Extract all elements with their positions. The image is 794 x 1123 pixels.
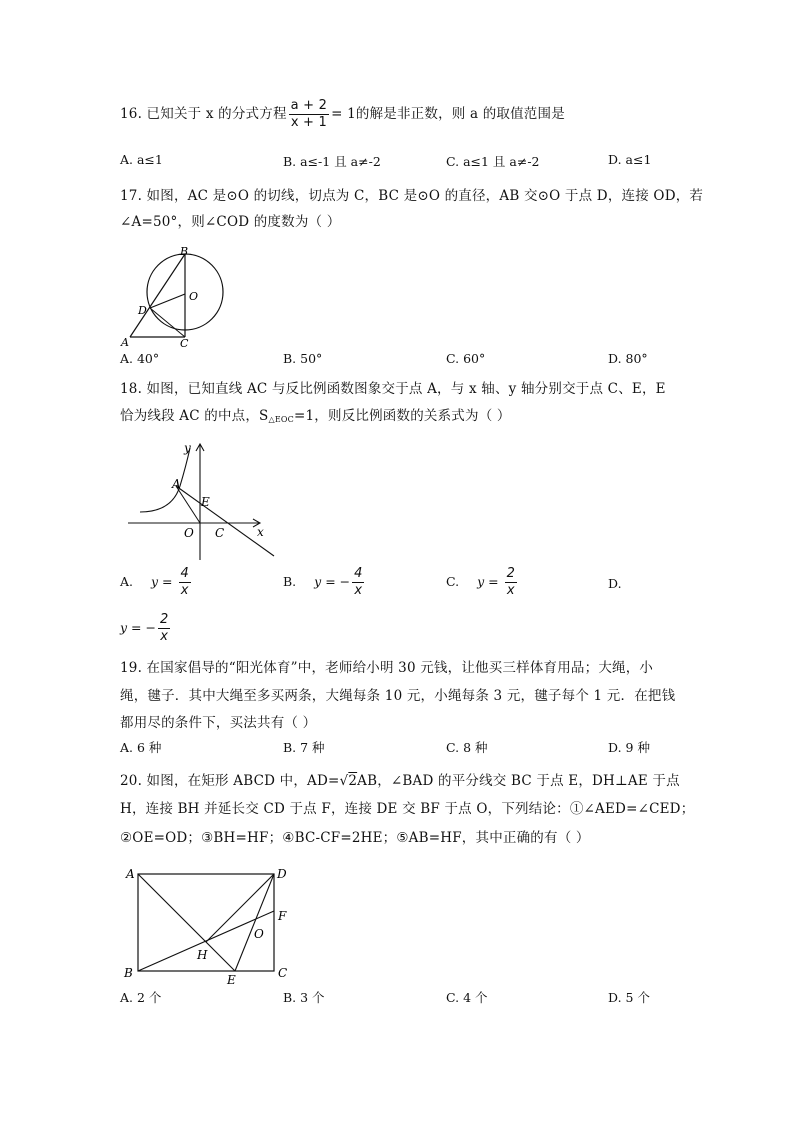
q19-line1: 19. 在国家倡导的“阳光体育”中，老师给小明 30 元钱，让他买三样体育用品；大绳，小 xyxy=(120,660,654,676)
q18-option-a-num: 4 xyxy=(180,566,189,581)
q20-line1-post: AB，∠BAD 的平分线交 BC 于点 E，DH⊥AE 于点 xyxy=(357,773,680,789)
q18-option-a-letter: A. xyxy=(120,574,134,589)
q16-frac-den: x + 1 xyxy=(290,115,327,130)
q20-label-b: B xyxy=(124,966,133,980)
q18-option-d-num: 2 xyxy=(159,612,169,627)
q18-option-d-sign: − xyxy=(145,620,156,635)
q20-line2: H，连接 BH 并延长交 CD 于点 F，连接 DE 交 BF 于点 O，下列结论：①∠AED=∠CED； xyxy=(120,801,695,817)
q18-option-d-frac xyxy=(158,612,170,645)
q19-option-a[interactable]: A. 6 种 xyxy=(120,740,162,755)
q18-label-x: x xyxy=(257,525,264,539)
q19-option-d[interactable]: D. 9 种 xyxy=(608,740,650,755)
q18-label-c: C xyxy=(215,526,225,540)
q18-option-a-den: x xyxy=(180,583,189,598)
q16-option-b[interactable]: B. a≤-1 且 a≠-2 xyxy=(283,154,381,169)
q20-segment-de xyxy=(235,874,274,971)
q17-option-b[interactable]: B. 50° xyxy=(283,351,323,366)
q18-option-b[interactable] xyxy=(283,566,366,599)
q16-frac-num: a + 2 xyxy=(290,98,328,113)
q17-figure xyxy=(118,244,238,354)
q18-option-d-lhs: y = xyxy=(120,620,142,635)
q18-line2 xyxy=(120,404,511,424)
q18-line2-post: =1，则反比例函数的关系式为（ ） xyxy=(294,408,511,424)
q20-label-d: D xyxy=(277,867,287,881)
q17-segment-dc xyxy=(150,308,185,337)
q18-option-c-den: x xyxy=(506,583,515,598)
q18-option-a[interactable] xyxy=(120,566,193,599)
q17-label-c: C xyxy=(180,337,189,350)
q18-option-c-letter: C. xyxy=(446,574,460,589)
q20-label-e: E xyxy=(227,973,236,987)
q20-label-h: H xyxy=(197,948,208,962)
q18-option-b-den: x xyxy=(354,583,363,598)
q20-segment-ae xyxy=(138,874,235,971)
sqrt-icon: √ xyxy=(339,773,349,789)
q20-line1-pre: 20. 如图，在矩形 ABCD 中，AD= xyxy=(120,773,340,789)
q16-suffix: 的解是非正数，则 a 的取值范围是 xyxy=(355,106,565,122)
q16-eq: = 1 xyxy=(331,106,356,122)
q18-option-b-num: 4 xyxy=(354,566,363,581)
q20-label-c: C xyxy=(278,966,288,980)
q19-line3: 都用尽的条件下，买法共有（ ） xyxy=(120,715,317,731)
q16-option-c[interactable]: C. a≤1 且 a≠-2 xyxy=(446,154,540,169)
q18-line-ac xyxy=(176,486,274,556)
q18-label-a: A xyxy=(172,477,181,491)
q18-option-b-letter: B. xyxy=(283,574,297,589)
q20-figure xyxy=(118,860,298,988)
q20-sqrt-value: 2 xyxy=(348,773,358,789)
q18-label-y: y xyxy=(184,441,191,455)
q18-option-c[interactable] xyxy=(446,566,519,599)
q18-option-a-frac xyxy=(179,566,191,599)
q20-line1 xyxy=(120,769,680,789)
q17-line1: 17. 如图，AC 是⊙O 的切线，切点为 C，BC 是⊙O 的直径，AB 交⊙O 于点 D，连接 OD，若 xyxy=(120,188,704,204)
q17-label-b: B xyxy=(180,245,189,258)
q17-option-c[interactable]: C. 60° xyxy=(446,351,486,366)
q20-segment-bf xyxy=(138,911,274,971)
q18-option-b-frac xyxy=(352,566,364,599)
q17-label-d: D xyxy=(138,304,147,317)
q18-label-e: E xyxy=(201,495,210,509)
q18-option-d-den: x xyxy=(160,629,168,644)
q19-option-b[interactable]: B. 7 种 xyxy=(283,740,325,755)
q18-segment-ao xyxy=(176,486,200,523)
q17-segment-od xyxy=(150,294,185,308)
q20-option-a[interactable]: A. 2 个 xyxy=(120,990,162,1005)
q20-option-d[interactable]: D. 5 个 xyxy=(608,990,650,1005)
q18-area-sub: △EOC xyxy=(268,415,294,424)
q19-line2: 绳，毽子．其中大绳至多买两条，大绳每条 10 元，小绳每条 3 元，毽子每个 1 元．在把钱 xyxy=(120,688,676,704)
q17-line2: ∠A=50°，则∠COD 的度数为（ ） xyxy=(120,214,341,230)
q16-stem xyxy=(120,98,565,131)
q20-option-b[interactable]: B. 3 个 xyxy=(283,990,325,1005)
q18-option-b-lhs: y = xyxy=(314,574,336,589)
q18-hyperbola xyxy=(140,448,190,512)
q18-label-o: O xyxy=(184,526,194,540)
q18-line1: 18. 如图，已知直线 AC 与反比例函数图象交于点 A，与 x 轴、y 轴分别交于点 C、E，E xyxy=(120,381,666,397)
q16-prefix: 16. 已知关于 x 的分式方程 xyxy=(120,106,287,122)
q17-label-a: A xyxy=(121,336,129,349)
q18-line2-pre: 恰为线段 AC 的中点，S xyxy=(120,408,269,424)
q20-label-o: O xyxy=(254,927,264,941)
q16-fraction xyxy=(289,98,329,131)
q17-option-a[interactable]: A. 40° xyxy=(120,351,160,366)
q18-option-c-lhs: y = xyxy=(477,574,499,589)
q17-option-d[interactable]: D. 80° xyxy=(608,351,648,366)
q17-label-o: O xyxy=(189,290,199,303)
q18-option-d[interactable] xyxy=(120,612,172,645)
q20-option-c[interactable]: C. 4 个 xyxy=(446,990,488,1005)
q20-line3: ②OE=OD；③BH=HF；④BC-CF=2HE；⑤AB=HF，其中正确的有（ ） xyxy=(120,830,590,846)
q18-figure xyxy=(120,440,280,565)
q18-option-c-num: 2 xyxy=(506,566,515,581)
q19-option-c[interactable]: C. 8 种 xyxy=(446,740,488,755)
q16-option-a[interactable]: A. a≤1 xyxy=(120,152,163,167)
q18-option-d-letter[interactable]: D. xyxy=(608,576,622,591)
q18-option-c-frac xyxy=(505,566,517,599)
q20-label-a: A xyxy=(126,867,135,881)
q20-label-f: F xyxy=(278,909,287,923)
q16-option-d[interactable]: D. a≤1 xyxy=(608,152,652,167)
q18-option-a-lhs: y = xyxy=(151,574,173,589)
q18-option-b-sign: − xyxy=(339,574,351,589)
